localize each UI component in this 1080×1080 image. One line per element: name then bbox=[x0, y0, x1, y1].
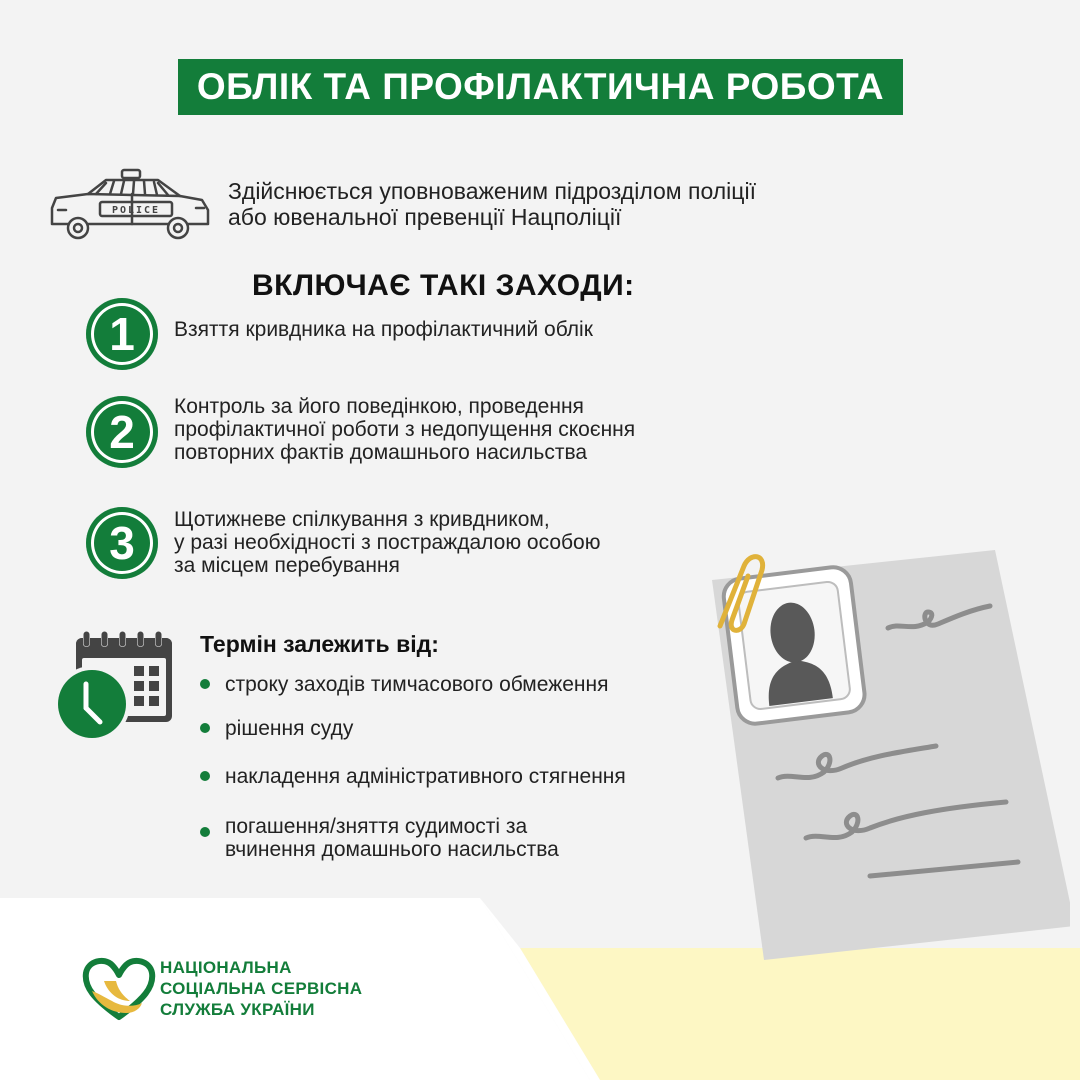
step-number: 3 bbox=[86, 507, 158, 579]
intro-text bbox=[228, 178, 756, 230]
step-number-badge bbox=[86, 298, 158, 370]
page-title: ОБЛІК ТА ПРОФІЛАКТИЧНА РОБОТА bbox=[196, 66, 885, 107]
term-item-line: рішення суду bbox=[225, 717, 354, 740]
step-line: Щотижневе спілкування з кривдником, bbox=[174, 508, 550, 531]
bullet-dot-icon bbox=[200, 679, 210, 689]
step-text bbox=[174, 395, 635, 464]
term-item-line: вчинення домашнього насильства bbox=[225, 838, 559, 861]
measures-heading: ВКЛЮЧАЄ ТАКІ ЗАХОДИ: bbox=[252, 269, 635, 302]
logo-line: СЛУЖБА УКРАЇНИ bbox=[160, 1000, 315, 1019]
document-illustration bbox=[700, 540, 1070, 970]
logo-line: НАЦІОНАЛЬНА bbox=[160, 958, 292, 977]
heart-hands-logo-icon bbox=[82, 955, 156, 1021]
step-line: за місцем перебування bbox=[174, 554, 400, 577]
term-heading: Термін залежить від: bbox=[200, 631, 439, 657]
police-label: POLICE bbox=[111, 205, 161, 216]
title-banner bbox=[178, 59, 903, 115]
term-item-text bbox=[225, 673, 609, 696]
step-number: 2 bbox=[86, 396, 158, 468]
logo-wordmark bbox=[160, 957, 362, 1020]
step-number-badge bbox=[86, 507, 158, 579]
step-line: Взяття кривдника на профілактичний облік bbox=[174, 318, 593, 341]
term-item-text bbox=[225, 765, 626, 788]
bullet-dot-icon bbox=[200, 771, 210, 781]
intro-line: або ювенальної превенції Нацполіції bbox=[228, 204, 622, 230]
step-text bbox=[174, 318, 593, 341]
step-line: у разі необхідності з постраждалою особою bbox=[174, 531, 601, 554]
step-line: Контроль за його поведінкою, проведення bbox=[174, 395, 584, 418]
step-text bbox=[174, 508, 600, 577]
term-item-text bbox=[225, 717, 353, 740]
step-line: профілактичної роботи з недопущення скоєння bbox=[174, 418, 636, 441]
step-number-badge bbox=[86, 396, 158, 468]
term-item-line: строку заходів тимчасового обмеження bbox=[225, 673, 609, 696]
step-line: повторних фактів домашнього насильства bbox=[174, 441, 588, 464]
calendar-clock-icon bbox=[52, 628, 178, 744]
bullet-dot-icon bbox=[200, 827, 210, 837]
term-item-line: погашення/зняття судимості за bbox=[225, 815, 528, 838]
term-item-text bbox=[225, 815, 559, 861]
bullet-dot-icon bbox=[200, 723, 210, 733]
term-item-line: накладення адміністративного стягнення bbox=[225, 765, 626, 788]
step-number: 1 bbox=[86, 298, 158, 370]
logo-line: СОЦІАЛЬНА СЕРВІСНА bbox=[160, 979, 363, 998]
intro-line: Здійснюється уповноваженим підрозділом поліції bbox=[228, 178, 756, 204]
police-car-icon bbox=[48, 168, 212, 244]
